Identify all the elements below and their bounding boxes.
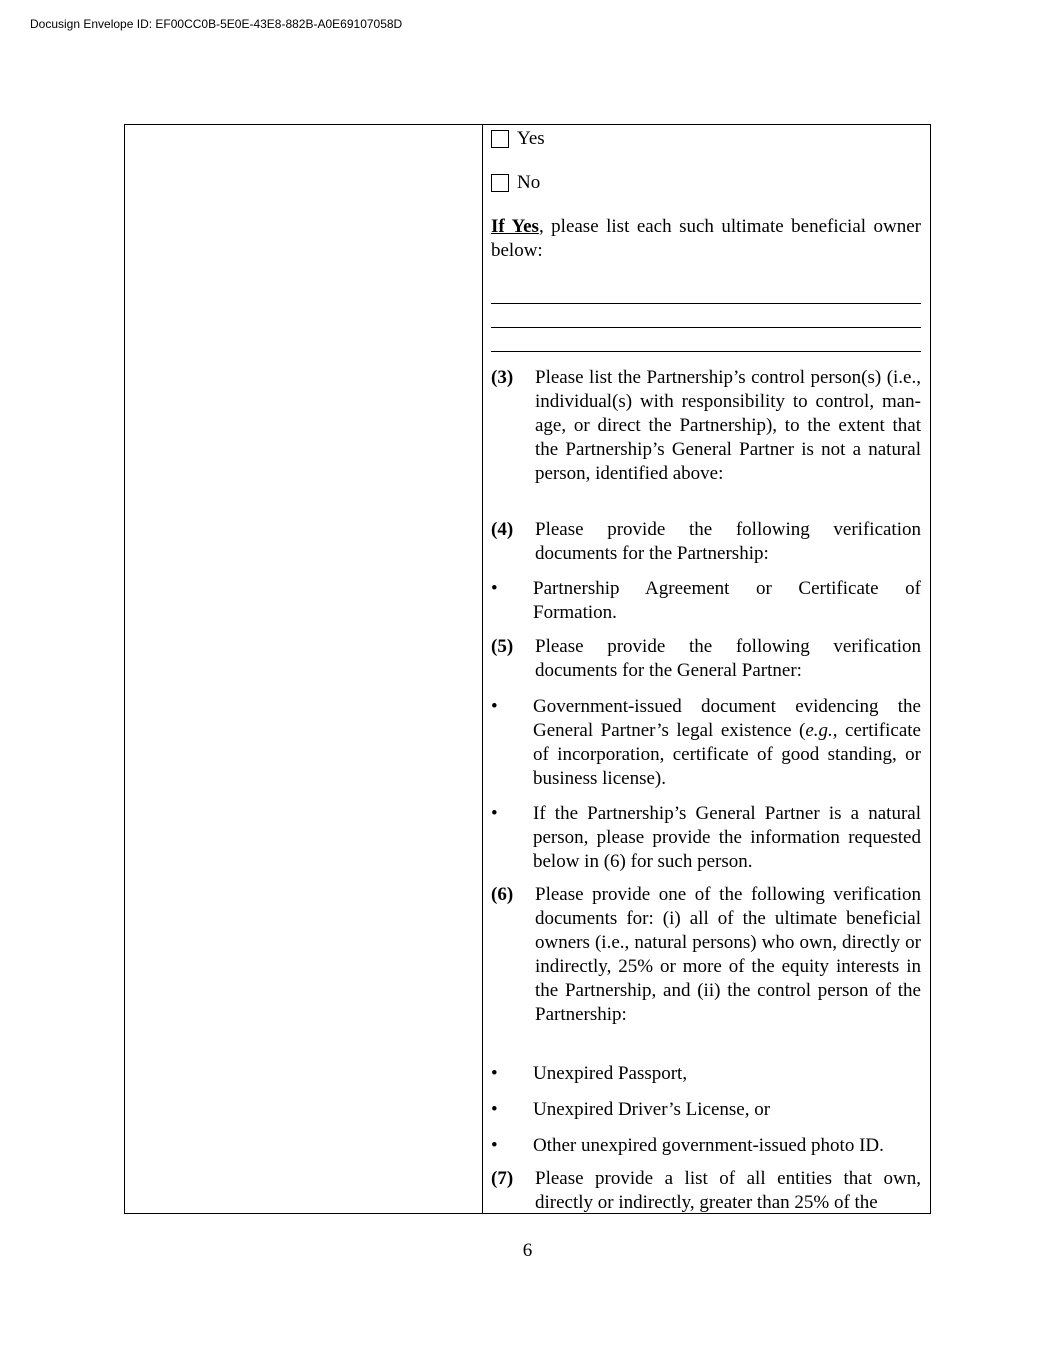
item-number: (5) bbox=[491, 636, 514, 657]
item-5 bbox=[491, 635, 921, 683]
item-text: Please list the Partnership’s control person(s) (i.e., individual(s) with responsibility to control, man-age, or direct the Partnership), to the extent that the Partnership’s General Partner is not a natural person, identified above: bbox=[535, 367, 921, 484]
bullet-item bbox=[491, 802, 921, 874]
item-6 bbox=[491, 883, 921, 1027]
bullet-item bbox=[491, 1062, 921, 1086]
item-4 bbox=[491, 518, 921, 566]
owner-blank-line-3[interactable] bbox=[491, 351, 921, 352]
item-text: Please provide one of the following verification documents for: (i) all of the ultimate beneficial owners (i.e., natural persons) who own, directly or indirectly, 25% or more of the equity interests in the Partnership, and (ii) the control person of the Partnership: bbox=[535, 884, 921, 1025]
item-text: Please provide the following verification documents for the General Partner: bbox=[535, 636, 921, 681]
no-option[interactable] bbox=[491, 171, 921, 195]
bullet-text: If the Partnership’s General Partner is a natural person, please provide the information requested below in (6) for such person. bbox=[533, 803, 921, 872]
bullet-text: Unexpired Driver’s License, or bbox=[533, 1099, 771, 1120]
no-checkbox[interactable] bbox=[491, 174, 509, 192]
bullet-icon: • bbox=[491, 696, 498, 717]
owner-blank-line-1[interactable] bbox=[491, 303, 921, 304]
bullet-icon: • bbox=[491, 1063, 498, 1084]
item-text: Please provide a list of all entities that own, directly or indirectly, greater than 25% of the bbox=[535, 1168, 921, 1213]
item-3 bbox=[491, 366, 921, 486]
if-yes-lead: If Yes bbox=[491, 216, 539, 237]
owner-blank-line-2[interactable] bbox=[491, 327, 921, 328]
item-text: Please provide the following verification documents for the Partnership: bbox=[535, 519, 921, 564]
item-number: (6) bbox=[491, 884, 514, 905]
bullet-item bbox=[491, 1098, 921, 1122]
bullet-text: Government-issued document evidencing the General Partner’s legal existence (e.g., certificate of incorporation, certificate of good standing, or business license). bbox=[533, 696, 921, 789]
bullet-item bbox=[491, 695, 921, 791]
page-number: 6 bbox=[522, 1240, 533, 1261]
bullet-icon: • bbox=[491, 1135, 498, 1156]
yes-label: Yes bbox=[517, 128, 545, 149]
bullet-text: Partnership Agreement or Certificate of Formation. bbox=[533, 578, 921, 623]
yes-option[interactable] bbox=[491, 127, 921, 151]
item-7 bbox=[491, 1167, 921, 1215]
bullet-item bbox=[491, 1134, 921, 1158]
bullet-text: Other unexpired government-issued photo ID. bbox=[533, 1135, 884, 1156]
bullet-icon: • bbox=[491, 578, 498, 599]
bullet-icon: • bbox=[491, 803, 498, 824]
yes-checkbox[interactable] bbox=[491, 130, 509, 148]
item-number: (3) bbox=[491, 367, 514, 388]
column-divider bbox=[482, 125, 483, 1213]
bullet-item bbox=[491, 577, 921, 625]
envelope-id: Docusign Envelope ID: EF00CC0B-5E0E-43E8-882B-A0E69107058D bbox=[30, 17, 403, 31]
item-number: (7) bbox=[491, 1168, 514, 1189]
item-number: (4) bbox=[491, 519, 514, 540]
bullet-icon: • bbox=[491, 1099, 498, 1120]
form-table bbox=[124, 124, 931, 1214]
no-label: No bbox=[517, 172, 541, 193]
if-yes-rest: , please list each such ultimate beneficial owner below: bbox=[491, 216, 921, 261]
bullet-text: Unexpired Passport, bbox=[533, 1063, 688, 1084]
if-yes-instruction bbox=[491, 215, 921, 263]
